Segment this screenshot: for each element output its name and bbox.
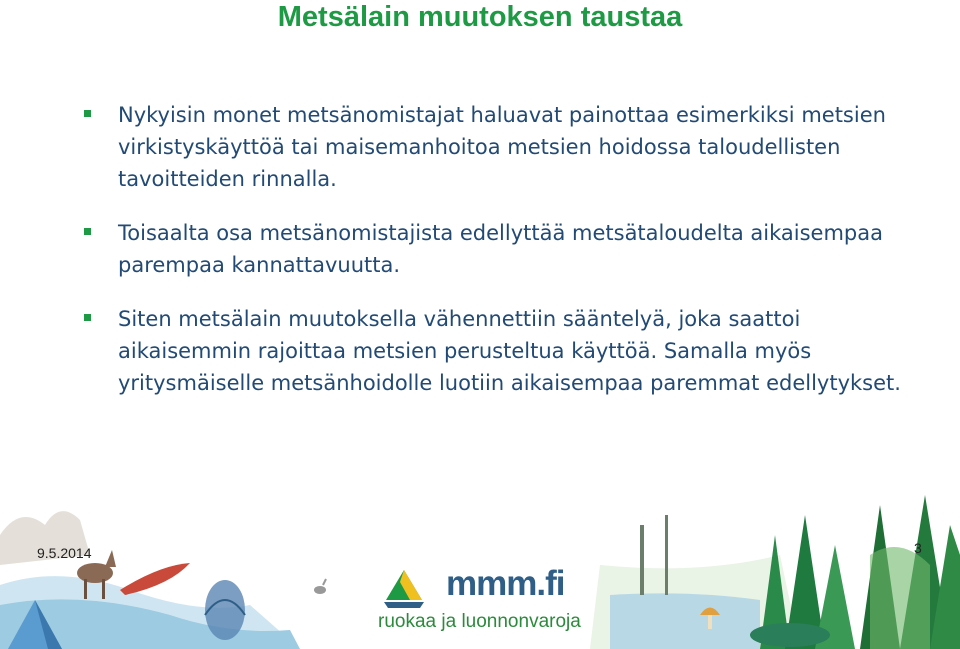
bullet-text: Siten metsälain muutoksella vähennettiin sääntelyä, joka saattoi aikaisemmin rajoittaa metsien perusteltua käyttöä. Samalla myös yritysmäiselle metsänhoidolle luotiin aikaisempaa paremmat edellytykset. — [118, 307, 901, 395]
bullet-item — [80, 217, 910, 281]
logo-text: mmm.fi — [446, 564, 565, 603]
logo-tagline: ruokaa ja luonnonvaroja — [378, 611, 581, 632]
bullet-text: Toisaalta osa metsänomistajista edellyttää metsätaloudelta aikaisempaa parempaa kannattavuutta. — [118, 221, 883, 277]
bullet-square-icon — [84, 228, 91, 235]
slide-date: 9.5.2014 — [37, 545, 92, 561]
bullet-list — [80, 99, 910, 421]
slide-title: Metsälain muutoksen taustaa — [277, 1, 683, 33]
bullet-square-icon — [84, 314, 91, 321]
bullet-square-icon — [84, 110, 91, 117]
bullet-text: Nykyisin monet metsänomistajat haluavat painottaa esimerkiksi metsien virkistyskäyttöä tai maisemanhoitoa metsien hoidossa taloudellisten tavoitteiden rinnalla. — [118, 103, 886, 191]
bullet-item — [80, 99, 910, 195]
page-number: 3 — [914, 540, 922, 556]
bullet-item — [80, 303, 910, 399]
